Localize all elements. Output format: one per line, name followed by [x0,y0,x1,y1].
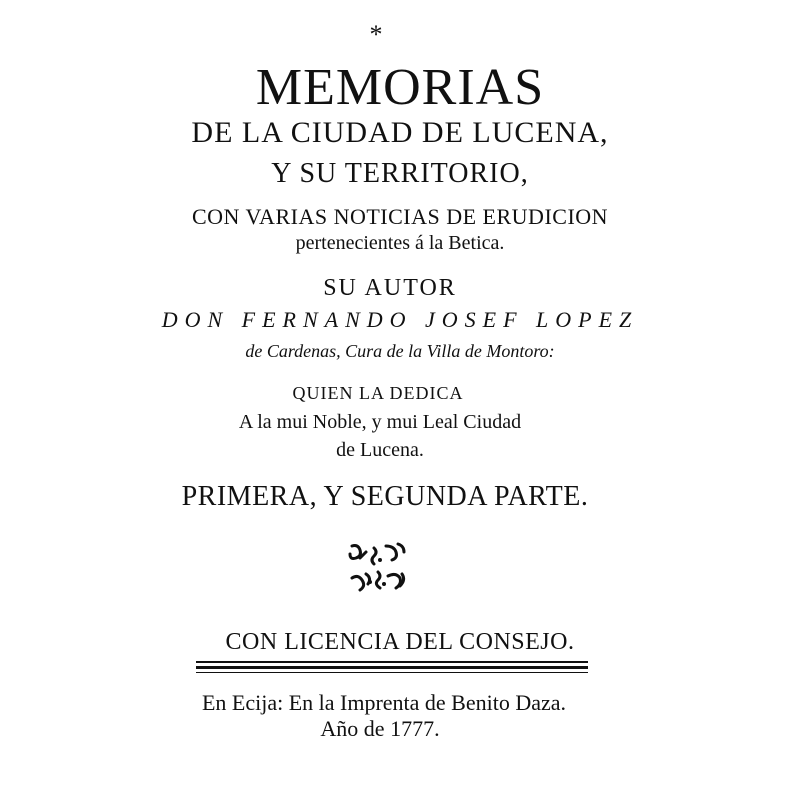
divider-rule [196,661,588,663]
author-label: SU AUTOR [323,275,457,301]
author-name: DON FERNANDO JOSEF LOPEZ [161,307,639,332]
author-detail: de Cardenas, Cura de la Villa de Montoro: [245,341,555,361]
subtitle-line-1: DE LA CIUDAD DE LUCENA, [191,116,609,149]
subtitle-line-3: CON VARIAS NOTICIAS DE ERUDICION [191,204,609,229]
license-line: CON LICENCIA DEL CONSEJO. [225,629,575,655]
dedication-line-2: A la mui Noble, y mui Leal Ciudad [238,411,522,433]
dedication-heading: QUIEN LA DEDICA [292,383,464,403]
divider-rule [196,672,588,673]
fleuron-ornament-icon [344,540,414,596]
divider-rule [196,666,588,669]
subtitle-line-4: pertenecientes á la Betica. [295,232,505,254]
subtitle-line-2: Y SU TERRITORIO, [271,158,529,189]
printer-line: En Ecija: En la Imprenta de Benito Daza. [201,690,567,715]
asterisk-mark: * [369,20,383,49]
book-title: MEMORIAS [255,59,545,116]
year-line: Año de 1777. [320,716,440,741]
parts-line: PRIMERA, Y SEGUNDA PARTE. [181,481,589,512]
dedication-line-3: de Lucena. [336,439,424,461]
